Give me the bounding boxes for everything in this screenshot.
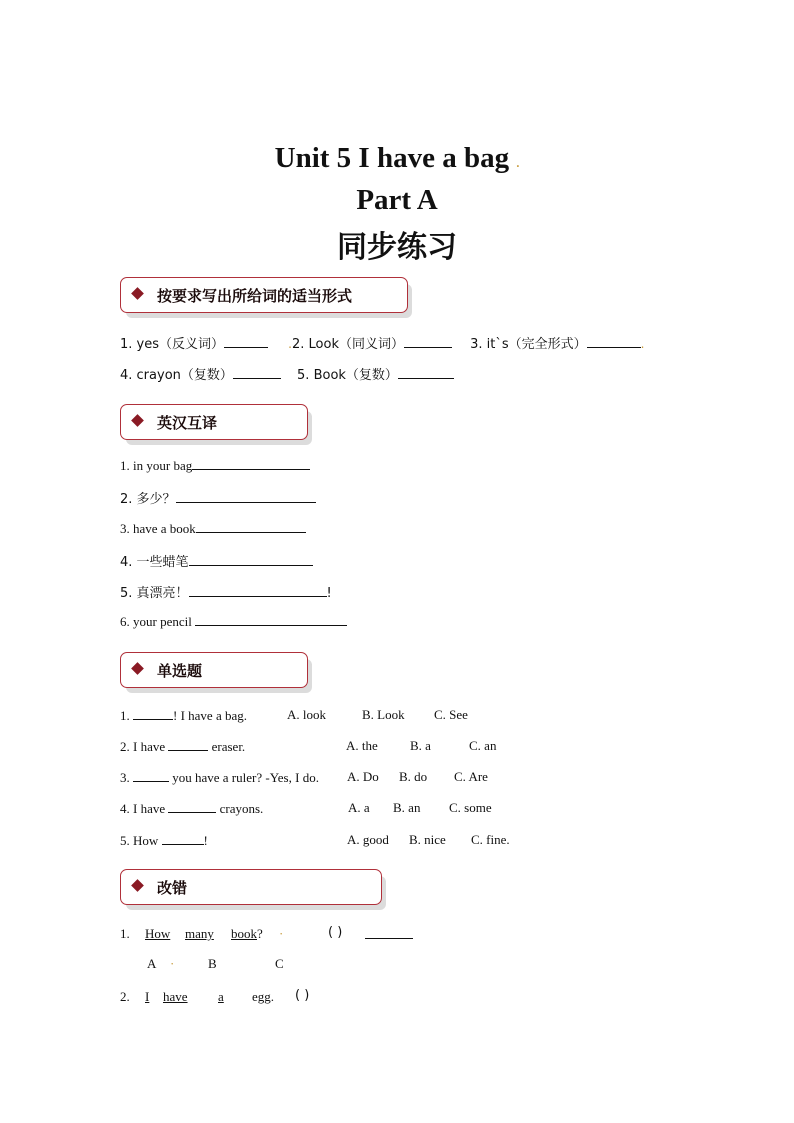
question-line: 1. in your bag xyxy=(120,457,310,474)
dot-mark: . xyxy=(516,156,520,170)
answer-blank[interactable] xyxy=(398,366,454,379)
page-title: Unit 5 I have a bag . xyxy=(274,142,520,174)
diamond-icon xyxy=(131,879,144,892)
dot-mark: · xyxy=(170,956,175,971)
question-line: 3. have a book xyxy=(120,520,306,537)
answer-blank[interactable] xyxy=(587,335,641,348)
word-a: I xyxy=(145,989,150,1004)
answer-blank[interactable] xyxy=(224,335,268,348)
question-line: 4. crayon（复数） 5. Book（复数） xyxy=(120,364,454,383)
option-c[interactable]: C. See xyxy=(434,707,468,722)
diamond-icon xyxy=(131,414,144,427)
option-b[interactable]: B. an xyxy=(393,800,421,815)
question-number: 2. xyxy=(120,989,130,1004)
option-c[interactable]: C. an xyxy=(469,738,497,753)
section-header-multiple-choice: 单选题 xyxy=(120,652,308,688)
question-line: 2. 多少？ xyxy=(120,488,316,507)
answer-paren: ( ) xyxy=(295,988,310,1003)
question-line: 5. 真漂亮！ ! xyxy=(120,586,332,601)
answer-blank[interactable] xyxy=(195,613,347,626)
section-header-word-forms: 按要求写出所给词的适当形式 xyxy=(120,277,408,313)
diamond-icon xyxy=(131,662,144,675)
answer-blank[interactable] xyxy=(233,366,281,379)
answer-blank[interactable] xyxy=(176,490,316,503)
dot-mark: · xyxy=(279,926,284,941)
label-a: A xyxy=(147,956,157,971)
question-line: 5. How ! xyxy=(120,833,208,848)
question-number: 1. xyxy=(120,926,130,941)
word-a: How xyxy=(145,926,171,941)
answer-blank[interactable] xyxy=(404,335,452,348)
question-line: 4. 一些蜡笔 xyxy=(120,551,313,570)
answer-blank[interactable] xyxy=(162,832,204,845)
word-b: have xyxy=(163,989,188,1004)
option-c[interactable]: C. Are xyxy=(454,769,488,784)
answer-paren: ( ) xyxy=(328,925,343,940)
question-line: 2. I have eraser. xyxy=(120,739,246,754)
option-a[interactable]: A. look xyxy=(287,707,326,722)
option-b[interactable]: B. do xyxy=(399,769,428,784)
answer-blank[interactable] xyxy=(189,553,313,566)
option-b[interactable]: B. a xyxy=(410,738,431,753)
question-line: 4. I have crayons. xyxy=(120,801,264,816)
diamond-icon xyxy=(131,287,144,300)
question-line: 6. your pencil xyxy=(120,613,347,630)
answer-blank[interactable] xyxy=(168,800,216,813)
answer-blank[interactable] xyxy=(192,457,310,470)
question-line: 1. ! I have a bag. xyxy=(120,708,247,723)
question-line: 3. you have a ruler? -Yes, I do. xyxy=(120,770,319,785)
option-b[interactable]: B. Look xyxy=(362,707,405,722)
option-c[interactable]: C. fine. xyxy=(471,832,510,847)
option-c[interactable]: C. some xyxy=(449,800,492,815)
word-c: book? xyxy=(231,926,263,941)
question-line: 1. yes（反义词） .2. Look（同义词） 3. it`s（完全形式） . xyxy=(120,337,645,352)
answer-blank[interactable] xyxy=(133,707,173,720)
word-b: many xyxy=(185,926,214,941)
option-a[interactable]: A. Do xyxy=(347,769,379,784)
word-d: egg. xyxy=(252,989,275,1004)
answer-blank[interactable] xyxy=(133,769,169,782)
section-header-error-correction: 改错 xyxy=(120,869,382,905)
page-heading-cn: 同步练习 xyxy=(337,230,457,265)
label-c: C xyxy=(275,956,284,971)
option-b[interactable]: B. nice xyxy=(409,832,446,847)
answer-blank[interactable] xyxy=(196,520,306,533)
option-a[interactable]: A. good xyxy=(347,832,389,847)
page-subtitle: Part A xyxy=(356,184,438,216)
option-a[interactable]: A. a xyxy=(348,800,370,815)
answer-blank[interactable] xyxy=(365,926,413,943)
answer-blank[interactable] xyxy=(189,584,327,597)
answer-blank[interactable] xyxy=(168,738,208,751)
label-b: B xyxy=(208,956,217,971)
section-header-translation: 英汉互译 xyxy=(120,404,308,440)
word-c: a xyxy=(218,989,224,1004)
option-a[interactable]: A. the xyxy=(346,738,378,753)
